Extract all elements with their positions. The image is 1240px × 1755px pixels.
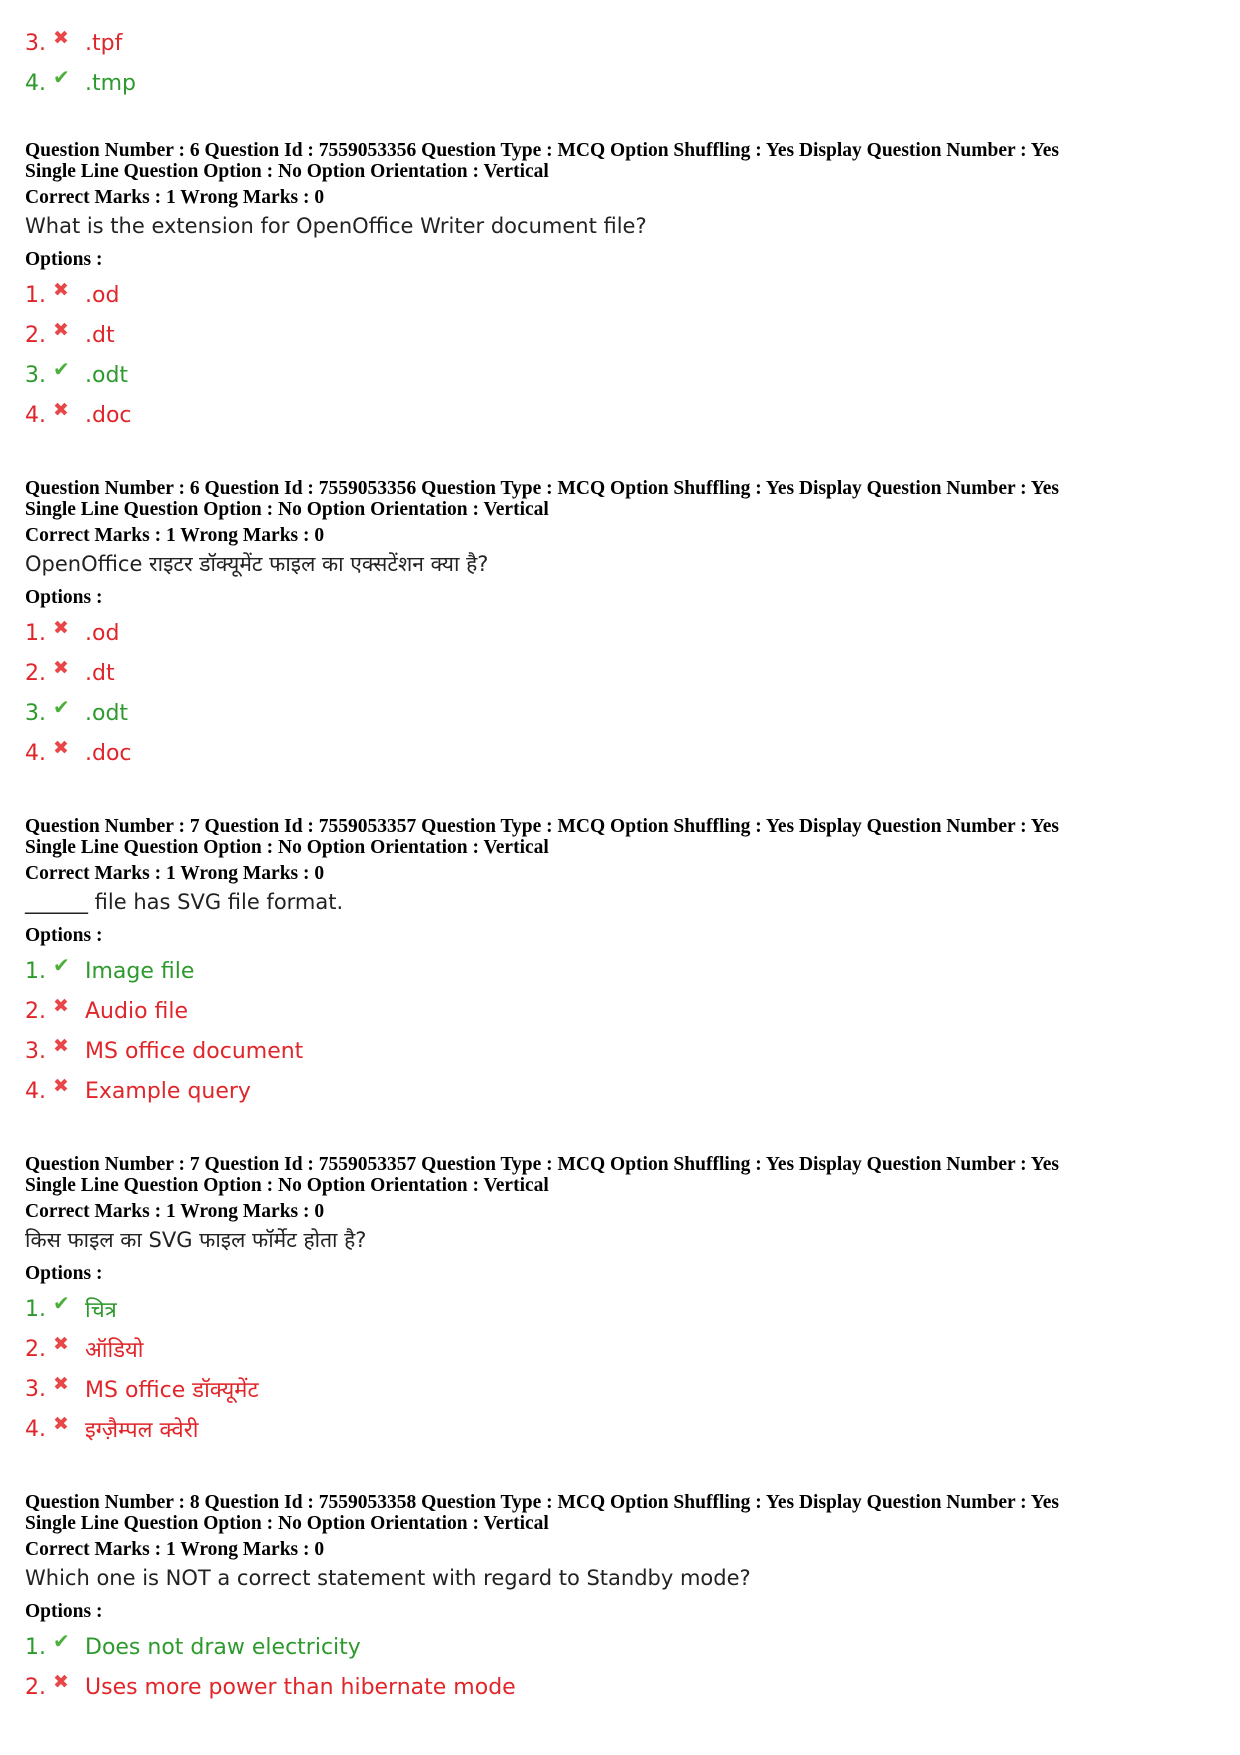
question-block — [25, 1492, 1225, 1707]
option-row — [25, 315, 1225, 355]
options-list — [25, 951, 1225, 1111]
options-label: Options : — [25, 1601, 103, 1622]
marks-info: Correct Marks : 1 Wrong Marks : 0 — [25, 863, 325, 884]
marks-info: Correct Marks : 1 Wrong Marks : 0 — [25, 1539, 325, 1560]
question-meta-line-2: Single Line Question Option : No Option Orientation : Vertical — [25, 499, 549, 520]
option-text: .odt — [85, 362, 129, 388]
option-row — [25, 951, 1225, 991]
options-list — [25, 1627, 1225, 1707]
option-number: 4. — [25, 402, 46, 428]
options-label: Options : — [25, 587, 103, 608]
option-number: 1. — [25, 1634, 46, 1660]
option-number: 4. — [25, 1416, 46, 1442]
option-number: 4. — [25, 740, 46, 766]
question-text: Which one is NOT a correct statement with regard to Standby mode? — [25, 1566, 751, 1590]
wrong-cross-icon: ✖ — [53, 1035, 69, 1057]
option-row — [25, 1329, 1225, 1369]
option-text: MS office डॉक्यूमेंट — [85, 1378, 259, 1403]
option-row — [25, 693, 1225, 733]
option-text: Audio file — [85, 998, 189, 1024]
option-text: .od — [85, 620, 120, 646]
wrong-cross-icon: ✖ — [53, 399, 69, 421]
option-text: .doc — [85, 402, 132, 428]
option-text: Uses more power than hibernate mode — [85, 1674, 516, 1700]
option-number: 1. — [25, 282, 46, 308]
correct-check-icon: ✔ — [53, 65, 70, 89]
question-block — [25, 140, 1225, 435]
question-text: What is the extension for OpenOffice Writer document file? — [25, 214, 647, 238]
option-number: 1. — [25, 958, 46, 984]
option-text: .od — [85, 282, 120, 308]
wrong-cross-icon: ✖ — [53, 995, 69, 1017]
option-text: .dt — [85, 322, 115, 348]
option-text: Does not draw electricity — [85, 1634, 361, 1660]
wrong-cross-icon: ✖ — [53, 737, 69, 759]
option-number: 1. — [25, 620, 46, 646]
option-number: 1. — [25, 1296, 46, 1322]
option-row — [25, 1289, 1225, 1329]
option-number: 3. — [25, 362, 46, 388]
question-meta-line-2: Single Line Question Option : No Option Orientation : Vertical — [25, 161, 549, 182]
option-text: ऑडियो — [85, 1338, 144, 1363]
option-text: .odt — [85, 700, 129, 726]
wrong-cross-icon: ✖ — [53, 1373, 69, 1395]
question-block — [25, 478, 1225, 773]
question-meta-line-1: Question Number : 7 Question Id : 7559053357 Question Type : MCQ Option Shuffling : Yes Display Question Number : Yes — [25, 816, 1059, 837]
wrong-cross-icon: ✖ — [53, 319, 69, 341]
option-number: 2. — [25, 322, 46, 348]
option-text: .tpf — [85, 30, 123, 56]
question-text: OpenOffice राइटर डॉक्यूमेंट फाइल का एक्सटेंशन क्या है? — [25, 552, 489, 576]
option-text: Example query — [85, 1078, 251, 1104]
option-row — [25, 1627, 1225, 1667]
option-row — [25, 1409, 1225, 1449]
option-number: 3. — [25, 700, 46, 726]
question-text: किस फाइल का SVG फाइल फॉर्मेट होता है? — [25, 1228, 367, 1252]
wrong-cross-icon: ✖ — [53, 617, 69, 639]
option-row — [25, 1031, 1225, 1071]
correct-check-icon: ✔ — [53, 1291, 70, 1315]
option-number: 2. — [25, 660, 46, 686]
option-row — [25, 395, 1225, 435]
option-text: .dt — [85, 660, 115, 686]
option-row — [25, 66, 136, 100]
option-text: इग्ज़ैम्पल क्वेरी — [85, 1418, 199, 1443]
wrong-cross-icon: ✖ — [53, 279, 69, 301]
options-label: Options : — [25, 925, 103, 946]
option-row — [25, 613, 1225, 653]
question-meta-line-1: Question Number : 6 Question Id : 7559053356 Question Type : MCQ Option Shuffling : Yes Display Question Number : Yes — [25, 140, 1059, 161]
option-number: 2. — [25, 1674, 46, 1700]
option-text: MS office document — [85, 1038, 304, 1064]
wrong-cross-icon: ✖ — [53, 1671, 69, 1693]
option-row — [25, 733, 1225, 773]
options-label: Options : — [25, 1263, 103, 1284]
question-meta-line-2: Single Line Question Option : No Option Orientation : Vertical — [25, 837, 549, 858]
option-row — [25, 275, 1225, 315]
option-number: 3. — [25, 1376, 46, 1402]
question-block — [25, 816, 1225, 1111]
correct-check-icon: ✔ — [53, 1629, 70, 1653]
options-label: Options : — [25, 249, 103, 270]
option-row — [25, 355, 1225, 395]
correct-check-icon: ✔ — [53, 357, 70, 381]
option-row — [25, 653, 1225, 693]
option-number: 4. — [25, 1078, 46, 1104]
options-list — [25, 613, 1225, 773]
wrong-cross-icon: ✖ — [53, 27, 69, 49]
question-text: ______ file has SVG file format. — [25, 890, 344, 914]
marks-info: Correct Marks : 1 Wrong Marks : 0 — [25, 187, 325, 208]
wrong-cross-icon: ✖ — [53, 1413, 69, 1435]
options-list — [25, 1289, 1225, 1449]
option-row — [25, 26, 122, 60]
marks-info: Correct Marks : 1 Wrong Marks : 0 — [25, 1201, 325, 1222]
question-block — [25, 1154, 1225, 1449]
option-text: Image file — [85, 958, 195, 984]
question-meta-line-1: Question Number : 7 Question Id : 7559053357 Question Type : MCQ Option Shuffling : Yes Display Question Number : Yes — [25, 1154, 1059, 1175]
option-text: .doc — [85, 740, 132, 766]
question-meta-line-1: Question Number : 8 Question Id : 7559053358 Question Type : MCQ Option Shuffling : Yes Display Question Number : Yes — [25, 1492, 1059, 1513]
option-text: .tmp — [85, 70, 137, 96]
option-row — [25, 1071, 1225, 1111]
question-meta-line-1: Question Number : 6 Question Id : 7559053356 Question Type : MCQ Option Shuffling : Yes Display Question Number : Yes — [25, 478, 1059, 499]
option-row — [25, 1667, 1225, 1707]
wrong-cross-icon: ✖ — [53, 1075, 69, 1097]
question-meta-line-2: Single Line Question Option : No Option Orientation : Vertical — [25, 1513, 549, 1534]
options-list — [25, 275, 1225, 435]
option-number: 3. — [25, 1038, 46, 1064]
correct-check-icon: ✔ — [53, 953, 70, 977]
option-number: 4. — [25, 70, 46, 96]
correct-check-icon: ✔ — [53, 695, 70, 719]
option-row — [25, 1369, 1225, 1409]
option-row — [25, 991, 1225, 1031]
wrong-cross-icon: ✖ — [53, 1333, 69, 1355]
option-number: 2. — [25, 1336, 46, 1362]
option-number: 3. — [25, 30, 46, 56]
option-number: 2. — [25, 998, 46, 1024]
question-meta-line-2: Single Line Question Option : No Option Orientation : Vertical — [25, 1175, 549, 1196]
marks-info: Correct Marks : 1 Wrong Marks : 0 — [25, 525, 325, 546]
option-text: चित्र — [85, 1298, 117, 1323]
wrong-cross-icon: ✖ — [53, 657, 69, 679]
